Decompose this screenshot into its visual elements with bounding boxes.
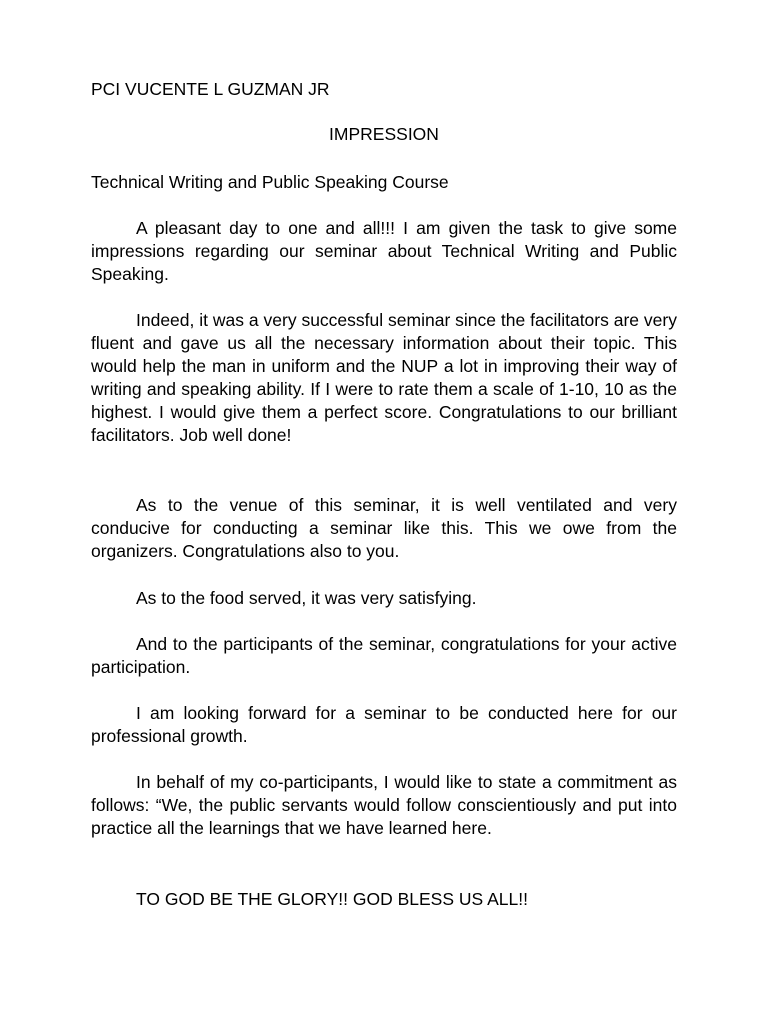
paragraph-facilitators	[91, 309, 677, 447]
paragraph-text: A pleasant day to one and all!!! I am given the task to give some impressions regarding our seminar about Technical Writing and Public Speaking.	[91, 218, 677, 284]
document-subtitle: Technical Writing and Public Speaking Course	[91, 172, 449, 192]
paragraph-looking-forward	[91, 702, 677, 748]
paragraph-text: In behalf of my co-participants, I would like to state a commitment as follows: “We, the public servants would follow conscientiously and put into practice all the learnings that we have learned here.	[91, 772, 677, 838]
paragraph-closing	[91, 888, 677, 911]
paragraph-text: And to the participants of the seminar, congratulations for your active participation.	[91, 634, 677, 677]
paragraph-text: As to the food served, it was very satisfying.	[136, 588, 477, 608]
paragraph-food	[91, 587, 677, 610]
paragraph-text: I am looking forward for a seminar to be conducted here for our professional growth.	[91, 703, 677, 746]
paragraph-venue	[91, 494, 677, 563]
document-title-text: IMPRESSION	[329, 124, 439, 144]
paragraph-participants	[91, 633, 677, 679]
author-name: PCI VUCENTE L GUZMAN JR	[91, 79, 330, 99]
document-title	[0, 123, 768, 146]
paragraph-commitment	[91, 771, 677, 840]
paragraph-text: Indeed, it was a very successful seminar since the facilitators are very fluent and gave us all the necessary information about their topic. This would help the man in uniform and the NUP a lot in improving their way of writing and speaking ability. If I were to rate them a scale of 1-10, 10 as the highest. I would give them a perfect score. Congratulations to our brilliant facilitators. Job well done!	[91, 310, 677, 445]
paragraph-text: TO GOD BE THE GLORY!! GOD BLESS US ALL!!	[136, 889, 528, 909]
paragraph-text: As to the venue of this seminar, it is well ventilated and very conducive for conducting a seminar like this. This we owe from the organizers. Congratulations also to you.	[91, 495, 677, 561]
paragraph-greeting	[91, 217, 677, 286]
